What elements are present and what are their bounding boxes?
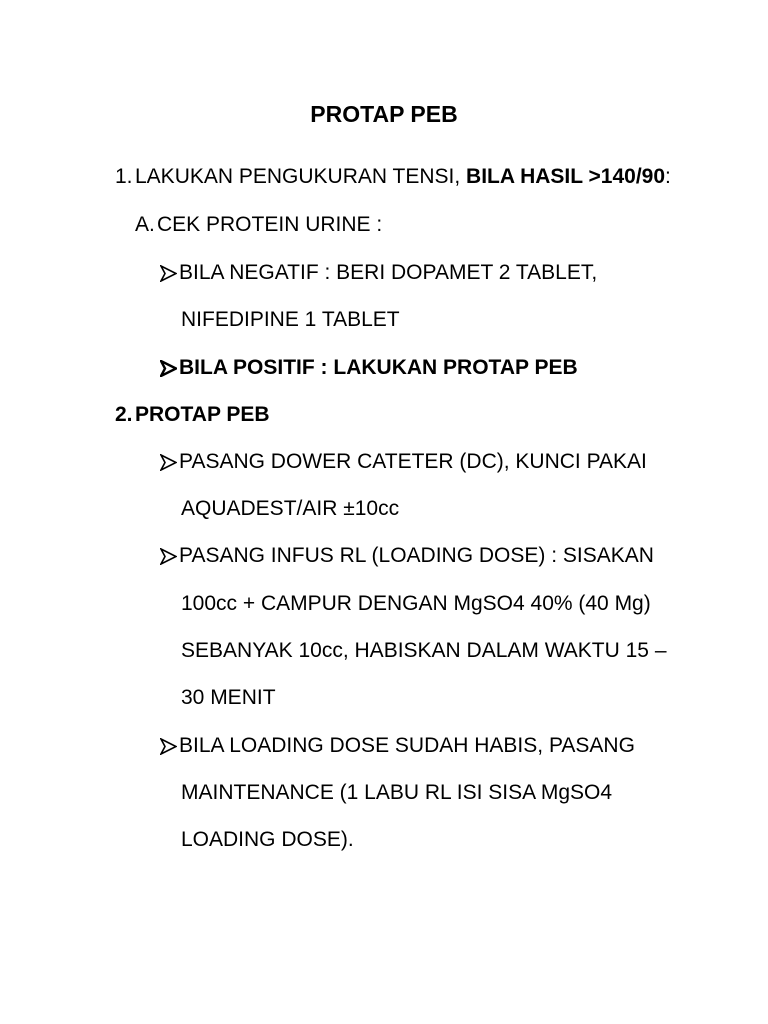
bullet-infus-line-4	[181, 683, 276, 713]
bullet-maintenance-text-2: MAINTENANCE (1 LABU RL ISI SISA MgSO4	[181, 781, 613, 804]
step-2-number: 2.	[115, 403, 133, 426]
bullet-negatif-line-1	[160, 258, 597, 288]
bullet-maintenance-line-2	[181, 778, 612, 808]
step-1-text: LAKUKAN PENGUKURAN TENSI,	[135, 165, 467, 188]
bullet-maintenance-text-1: BILA LOADING DOSE SUDAH HABIS, PASANG	[179, 734, 635, 757]
bullet-dc-text-2: AQUADEST/AIR ±10cc	[181, 497, 400, 520]
arrow-bullet-icon	[160, 454, 179, 471]
bullet-positif-line	[160, 353, 578, 383]
bullet-negatif-text-1: BILA NEGATIF : BERI DOPAMET 2 TABLET,	[179, 261, 598, 284]
bullet-negatif-text-2: NIFEDIPINE 1 TABLET	[181, 308, 400, 331]
step-2-line	[115, 400, 270, 430]
arrow-bullet-icon	[160, 360, 179, 377]
bullet-infus-text-4: 30 MENIT	[181, 686, 276, 709]
bullet-maintenance-line-1	[160, 731, 635, 761]
page-title: PROTAP PEB	[310, 101, 458, 127]
arrow-bullet-icon	[160, 548, 179, 565]
bullet-dc-line-2	[181, 494, 399, 524]
bullet-maintenance-text-3: LOADING DOSE).	[181, 828, 354, 851]
bullet-infus-text-1: PASANG INFUS RL (LOADING DOSE) : SISAKAN	[179, 544, 654, 567]
arrow-bullet-icon	[160, 265, 179, 282]
bullet-infus-line-2	[181, 589, 651, 619]
bullet-infus-line-1	[160, 541, 654, 571]
step-1-number: 1.	[115, 165, 133, 188]
bullet-infus-text-3: SEBANYAK 10cc, HABISKAN DALAM WAKTU 15 –	[181, 639, 667, 662]
bullet-negatif-line-2	[181, 305, 400, 335]
step-1-threshold: BILA HASIL >140/90	[466, 165, 666, 188]
step-1-colon: :	[665, 165, 671, 188]
step-1a-line	[135, 210, 382, 240]
bullet-dc-text-1: PASANG DOWER CATETER (DC), KUNCI PAKAI	[179, 450, 647, 473]
step-1a-letter: A.	[135, 213, 155, 236]
bullet-maintenance-line-3	[181, 825, 354, 855]
step-2-text: PROTAP PEB	[135, 403, 270, 426]
bullet-positif-text: BILA POSITIF : LAKUKAN PROTAP PEB	[179, 356, 578, 379]
bullet-infus-line-3	[181, 636, 667, 666]
step-1a-text: CEK PROTEIN URINE :	[157, 213, 383, 236]
bullet-dc-line-1	[160, 447, 647, 477]
bullet-infus-text-2: 100cc + CAMPUR DENGAN MgSO4 40% (40 Mg)	[181, 592, 651, 615]
step-1-line	[115, 162, 671, 192]
arrow-bullet-icon	[160, 738, 179, 755]
